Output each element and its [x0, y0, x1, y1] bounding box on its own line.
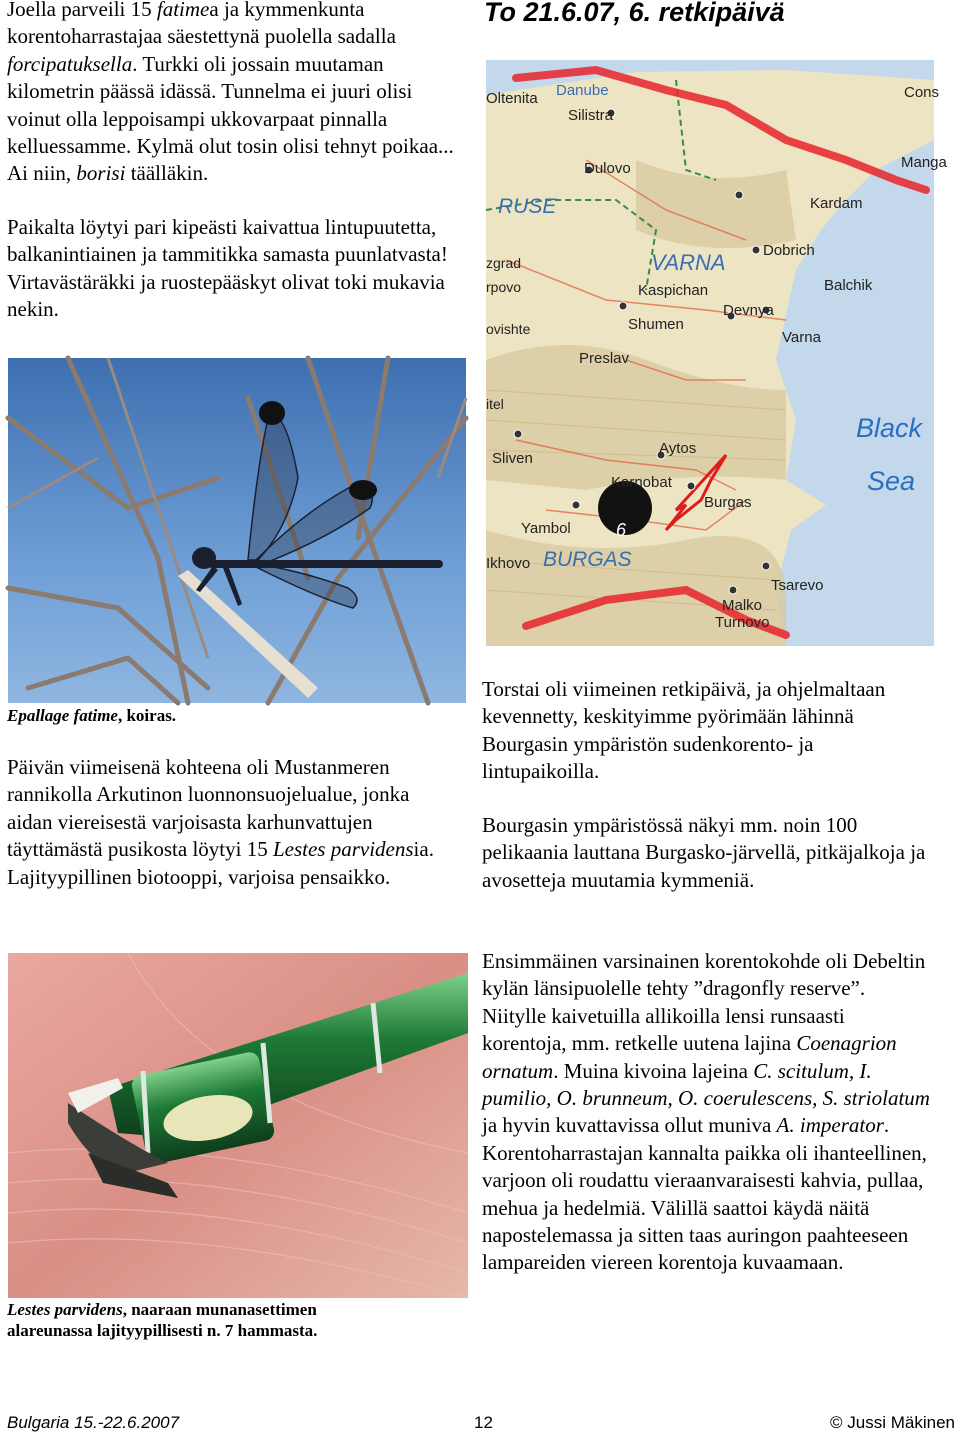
map-label: Sea: [867, 466, 916, 496]
caption-epallage: Epallage fatime, koiras.: [7, 706, 177, 725]
dragonfly-photo: [8, 358, 466, 703]
map-label: Devnya: [723, 302, 774, 319]
map-label: Dulovo: [584, 160, 631, 177]
right-paragraph-3: Ensimmäinen varsinainen korentokohde oli Debeltin kylän länsipuolelle tehty ”dragonfly reserve”. Niitylle kaivetuilla allikoilla lensi runsaasti korentoja, mm. retkelle uutena lajina Coenagrion ornatum. Muina kivoina lajeina C. scitulum, I. pumilio, O. brunneum, O. coerulescens, S. striolatum ja hyvin kuvattavissa ollut muniva A. imperator. Korentoharrastajan kannalta paikka oli ihanteellinen, varjoon oli roudattu vieraanvaraisesti kahvia, pullaa, mehua ja hedelmiä. Välillä saattoi käydä näitä napostelemassa ja sitten taas auringon paahteeseen lampareiden viereen korentoja kuvaamaan.: [482, 949, 930, 1275]
map-label: Silistra: [568, 107, 614, 124]
caption-lestes: Lestes parvidens, naaraan munanasettimen alareunassa lajityypillisesti n. 7 hammasta.: [7, 1300, 318, 1340]
map-label: Yambol: [521, 520, 571, 537]
map-label: Black: [856, 413, 923, 443]
map-label: Balchik: [824, 277, 873, 294]
map-label: 6: [616, 520, 627, 540]
right-paragraph-1: Torstai oli viimeinen retkipäivä, ja ohjelmaltaan kevennetty, keskityimme pyörimään lähinnä Bourgasin ympäristön sudenkorento- ja lintupaikoilla.: [482, 677, 886, 784]
map-label: zgrad: [486, 255, 522, 271]
map-label: Manga: [901, 154, 947, 171]
lestes-photo: [8, 953, 468, 1298]
map-label: RUSE: [498, 195, 557, 218]
map-label: Karnobat: [611, 474, 672, 491]
page-heading: To 21.6.07, 6. retkipäivä: [484, 0, 785, 27]
map-label: Aytos: [659, 440, 697, 457]
map-label: Ikhovo: [486, 555, 531, 572]
map-label: Kardam: [810, 195, 863, 212]
left-paragraph-1: Joella parveili 15 fatimea ja kymmenkunta korentoharrastajaa säestettynä puolella sadalla forcipatuksella. Turkki oli jossain muutaman kilometrin päässä idässä. Tunnelma ei juuri olisi voinut olla leppoisampi ukkovarpaat pinnalla kelluessamme. Kylmä olut tosin olisi tehnyt poikaa... Ai niin, borisi täälläkin.: [7, 0, 454, 186]
map-label: rpovo: [486, 279, 522, 295]
map-label: Cons: [904, 84, 940, 101]
map-label: Dobrich: [763, 242, 815, 259]
map-label: Turnovo: [715, 614, 770, 631]
page-number: 12: [474, 1413, 493, 1432]
map-label: Malko: [722, 597, 763, 614]
map-label: ovishte: [486, 321, 531, 337]
map-label: BURGAS: [543, 548, 632, 571]
footer-left: Bulgaria 15.-22.6.2007: [7, 1413, 180, 1432]
map-label: Sliven: [492, 450, 533, 467]
left-paragraph-2: Paikalta löytyi pari kipeästi kaivattua lintupuutetta, balkanintiainen ja tammitikka samasta puunlatvasta! Virtavästäräkki ja ruostepääskyt olivat toki mukavia nekin.: [7, 215, 448, 322]
footer-right: © Jussi Mäkinen: [830, 1413, 955, 1432]
right-paragraph-2: Bourgasin ympäristössä näkyi mm. noin 100 pelikaania lauttana Burgasko-järvellä, pitkäjalkoja ja avosetteja muutamia kymmeniä.: [482, 813, 926, 892]
map-label: Preslav: [579, 350, 630, 367]
map-label: Varna: [782, 329, 821, 346]
map-label: itel: [486, 396, 504, 412]
bulgaria-map: [486, 60, 947, 646]
map-label: Shumen: [628, 316, 684, 333]
map-label: Kaspichan: [638, 282, 709, 299]
map-label: Oltenita: [486, 90, 538, 107]
map-label: Tsarevo: [771, 577, 824, 594]
map-label: Danube: [556, 82, 609, 99]
map-label: VARNA: [651, 250, 726, 275]
map-label: Burgas: [704, 494, 752, 511]
left-paragraph-3: Päivän viimeisenä kohteena oli Mustanmeren rannikolla Arkutinon luonnonsuojelualue, jonka aidan viereisestä varjoisasta karhunvattujen täyttämästä pusikosta löytyi 15 Lestes parvidensia. Lajityypillinen biotooppi, varjoisa pensaikko.: [7, 755, 434, 889]
